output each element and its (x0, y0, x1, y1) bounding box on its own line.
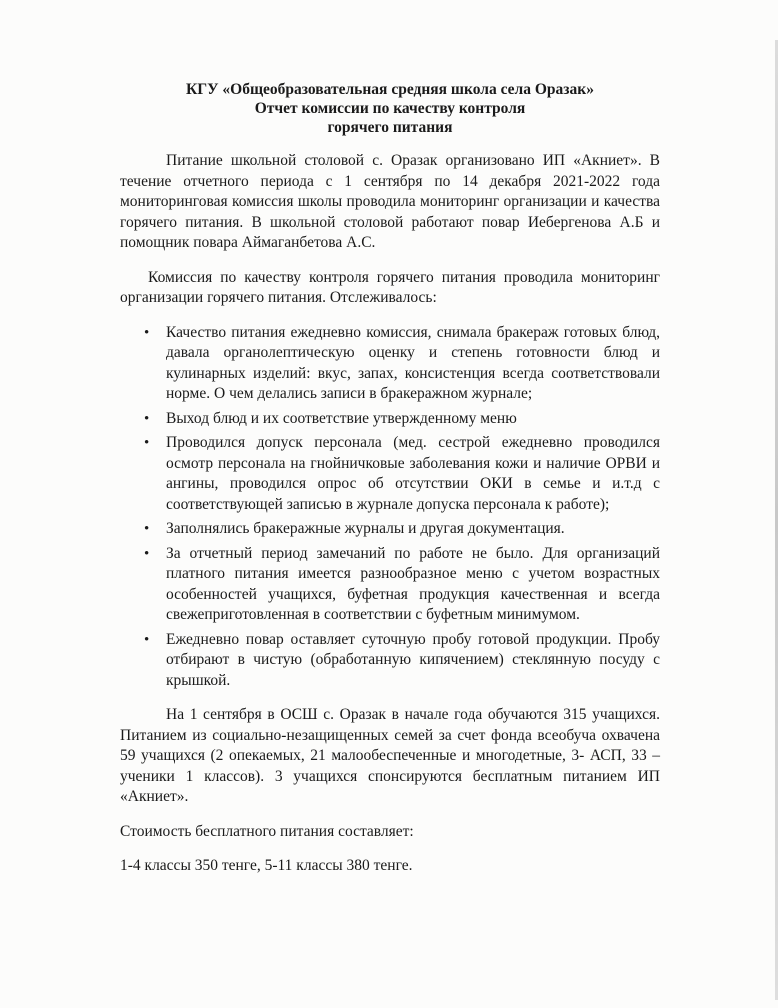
document-title (120, 80, 660, 137)
list-item: • За отчетный период замечаний по работе не было. Для организаций платного питания имеется разнообразное меню с учетом возрастных особенностей учащихся, буфетная продукция качественная и всегда свежеприготовленная в соответствии с буфетным минимумом. (166, 544, 660, 626)
list-item: • Качество питания ежедневно комиссия, снимала бракераж готовых блюд, давала органолептическую оценку и степень готовности блюд и кулинарных изделий: вкус, запах, консистенция всегда соответствовали норме. О чем делались записи в бракеражном журнале; (166, 323, 660, 405)
cost-values: 1-4 классы 350 тенге, 5-11 классы 380 тенге. (120, 857, 413, 874)
title-line-3: горячего питания (327, 119, 453, 136)
list-item: • Выход блюд и их соответствие утвержденному меню (166, 409, 660, 430)
list-item: • Заполнялись бракеражные журналы и другая документация. (166, 519, 660, 540)
stats-paragraph: На 1 сентября в ОСШ с. Оразак в начале года обучаются 315 учащихся. Питанием из социально-незащищенных семей за счет фонда всеобуча охвачена 59 учащихся (2 опекаемых, 21 малообеспеченные и многодетные, 3- АСП, 33 –ученики 1 классов). 3 учащихся спонсируются бесплатным питанием ИП «Акниет». (120, 706, 660, 805)
title-line-2: Отчет комиссии по качеству контроля (254, 100, 526, 117)
list-item: • Проводился допуск персонала (мед. сестрой ежедневно проводился осмотр персонала на гнойничковые заболевания кожи и наличие ОРВИ и ангины, проводился опрос об отсутствии ОКИ в семье и и.т.д с соответствующей записью в журнале допуска персонала к работе); (166, 433, 660, 515)
document-body (120, 80, 660, 891)
list-item: • Ежедневно повар оставляет суточную пробу готовой продукции. Пробу отбирают в чистую (обработанную кипячением) стеклянную посуду с крышкой. (166, 630, 660, 692)
monitoring-list (120, 323, 660, 692)
cost-heading: Стоимость бесплатного питания составляет: (120, 822, 414, 840)
intro-paragraph: Питание школьной столовой с. Оразак организовано ИП «Акниет». В течение отчетного периода с 1 сентября по 14 декабря 2021-2022 года мониторинговая комиссия школы проводила мониторинг организации и качества горячего питания. В школьной столовой работают повар Иебергенова А.Б и помощник повара Аймаганбетова А.С. (120, 152, 660, 251)
title-line-1: КГУ «Общеобразовательная средняя школа села Оразак» (186, 81, 594, 98)
commission-paragraph: Комиссия по качеству контроля горячего питания проводила мониторинг организации горячего питания. Отслеживалось: (120, 268, 660, 306)
